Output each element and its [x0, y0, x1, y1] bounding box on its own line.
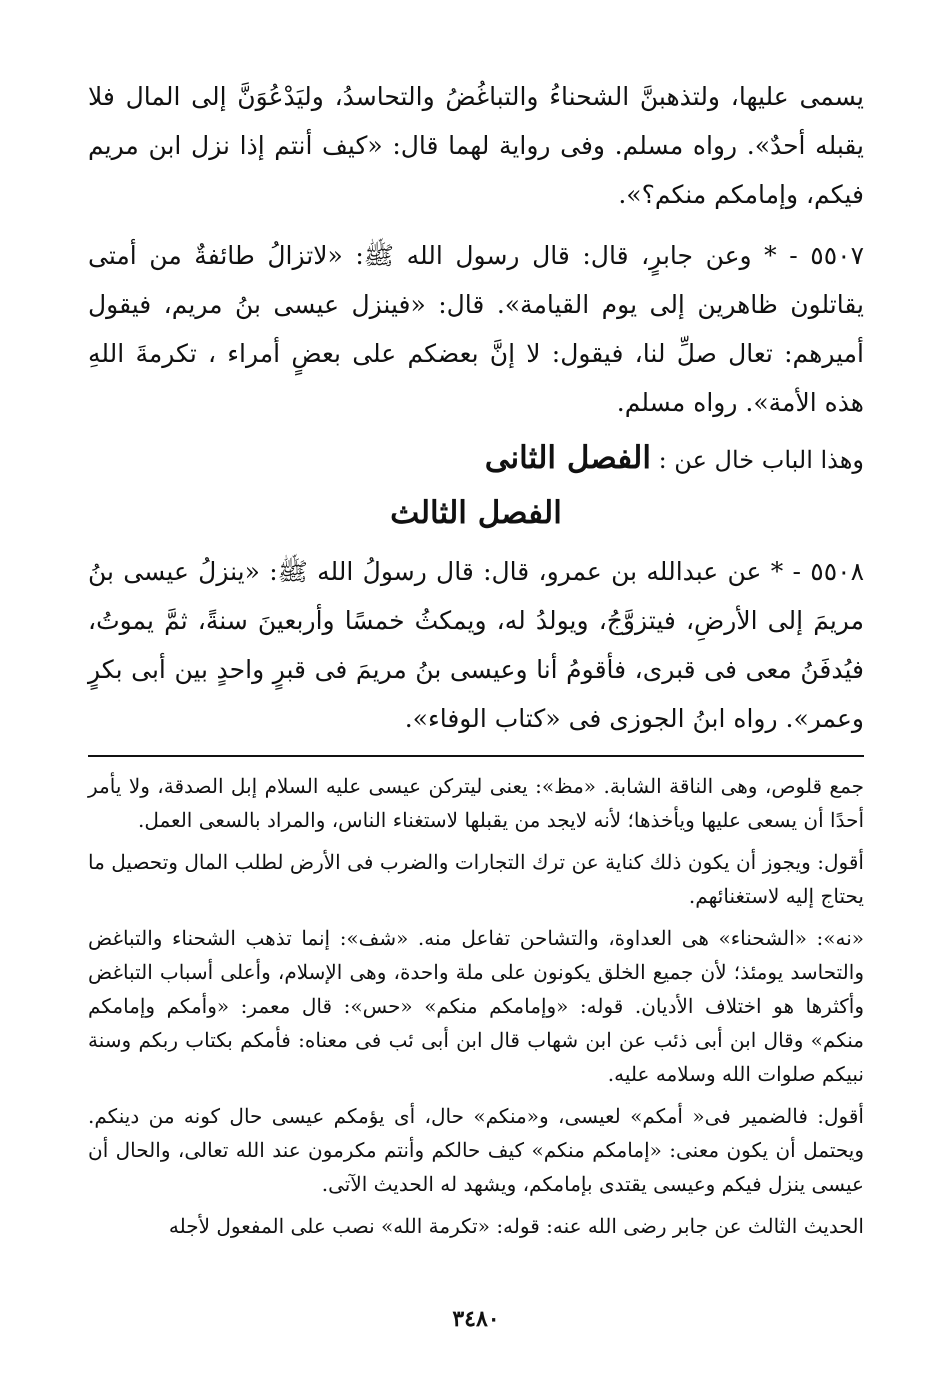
page-number: ٣٤٨٠ [452, 1306, 500, 1332]
hadith-5508: ٥٥٠٨ - * عن عبدالله بن عمرو، قال: قال رسولُ الله ﷺ: «ينزلُ عيسى بنُ مريمَ إلى الأرضِ، فيتزوَّجُ، ويولدُ له، ويمكثُ خمسًا وأربعينَ سنةً، ثمَّ يموتُ، فيُدفَنُ معى فى قبرى، فأقومُ أنا وعيسى بنُ مريمَ فى قبرٍ واحدٍ بين أبى بكرٍ وعمر». رواه ابنُ الجوزى فى «كتاب الوفاء». [88, 557, 864, 733]
section-note [88, 435, 864, 483]
section-second-title: الفصل الثانى [484, 440, 651, 476]
main-text [88, 72, 864, 743]
note-paragraph: الحديث الثالث عن جابر رضى الله عنه: قوله: «تكرمة الله» نصب على المفعول لأجله [168, 1214, 864, 1238]
note-paragraph: أقول: فالضمير فى« أمكم» لعيسى، و«منكم» حال، أى يؤمكم عيسى حال كونه من دينكم. ويحتمل أن يكون معنى: «إمامكم منكم» كيف حالكم وأنتم مكرمون عند الله تعالى، والحال أن عيسى ينزل فيكم وعيسى يقتدى بإمامكم، ويشهد له الحديث الآتى. [88, 1104, 864, 1196]
note-paragraph: جمع قلوص، وهى الناقة الشابة. «مظ»: يعنى ليتركن عيسى عليه السلام إبل الصدقة، ولا يأمر أحدًا أن يسعى عليها ويأخذها؛ لأنه لايجد من يقبلها لاستغناء الناس، والمراد بالسعى العمل. [88, 774, 864, 832]
section-note-prefix: وهذا الباب خال عن : [658, 446, 864, 474]
note-paragraph: أقول: ويجوز أن يكون ذلك كناية عن ترك التجارات والضرب فى الأرض لطلب المال وتحصيل ما يحتاج إليه لاستغنائهم. [88, 850, 864, 908]
footnote-divider [88, 755, 864, 757]
commentary-notes [88, 769, 864, 1243]
hadith-5507: ٥٥٠٧ - * وعن جابرٍ، قال: قال رسول الله ﷺ: «لاتزالُ طائفةٌ من أمتى يقاتلون ظاهرين إلى يوم القيامة». قال: «فينزل عيسى بنُ مريم، فيقول أميرهم: تعال صلِّ لنا، فيقول: لا إنَّ بعضكم على بعضٍ أمراء ، تكرمةَ اللهِ هذه الأمة». رواه مسلم. [88, 241, 864, 417]
paragraph-continuation: يسمى عليها، ولتذهبنَّ الشحناءُ والتباغُضُ والتحاسدُ، وليَدْعُوَنَّ إلى المال فلا يقبله أحدٌ». رواه مسلم. وفى رواية لهما قال: «كيف أنتم إذا نزل ابن مريم فيكم، وإمامكم منكم؟». [88, 82, 864, 209]
section-third-heading: الفصل الثالث [390, 495, 562, 531]
note-paragraph: «نه»: «الشحناء» هى العداوة، والتشاحن تفاعل منه. «شف»: إنما تذهب الشحناء والتباغض والتحاسد يومئذ؛ لأن جميع الخلق يكونون على ملة واحدة، وهى الإسلام، وأعلى أسباب التباغض وأكثرها هو اختلاف الأديان. قوله: «وإمامكم منكم» «حس»: قال معمر: «وأمكم وإمامكم منكم» وقال ابن أبى ذئب عن ابن شهاب قال ابن أبى ئب فى معناه: فأمكم بكتاب ربكم وسنة نبيكم صلوات الله وسلامه عليه. [88, 926, 864, 1086]
